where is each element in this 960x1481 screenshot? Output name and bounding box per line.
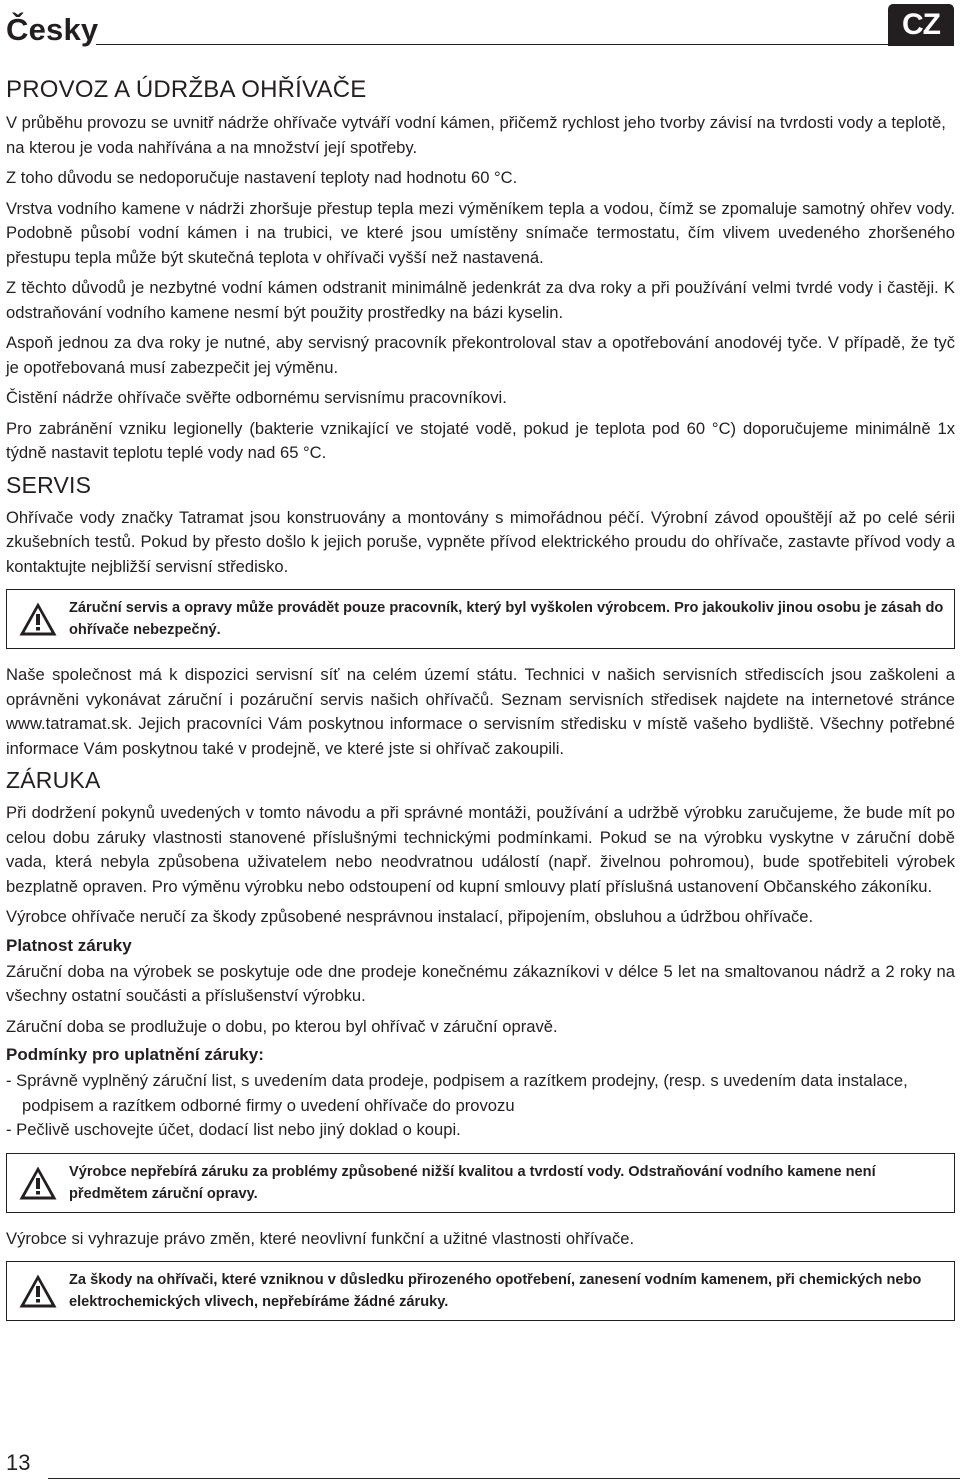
header-rule	[96, 44, 888, 45]
section-title-servis: SERVIS	[6, 471, 92, 498]
conditions-list	[6, 1069, 955, 1143]
document-body	[6, 72, 955, 1335]
language-badge: CZ	[888, 4, 954, 46]
page-header	[0, 0, 960, 56]
paragraph: Naše společnost má k dispozici servisní síť na celém území státu. Technici v našich servisních střediscích jsou zaškoleni a oprávněni vykonávat záruční i pozáruční servis našich ohřívačů. Seznam servisních středisek najdete na internetové stránce www.tatramat.sk. Jejich pracovníci Vám poskytnou informace o servisním středisku v místě vašeho bydliště. Všechny potřebné informace Vám poskytnou také v prodejně, ve které jste si ohřívač zakoupili.	[6, 665, 955, 758]
paragraph: Záruční doba se prodlužuje o dobu, po kterou byl ohřívač v záruční opravě.	[6, 1016, 558, 1036]
warning-box	[6, 1261, 955, 1321]
warning-triangle-icon	[7, 601, 69, 637]
paragraph: Z toho důvodu se nedoporučuje nastavení teploty nad hodnotu 60 °C.	[6, 168, 518, 187]
paragraph: Vrstva vodního kamene v nádrži zhoršuje přestup tepla mezi výměníkem tepla a vodou, čímž se zpomaluje samotný ohřev vody. Podobně působí vodní kámen i na trubici, ve které jsou umístěny snímače termostatu, čím vlivem uvedeného zhoršeného přestupu tepla může být skutečná teplota v ohřívači vyšší než nastavená.	[6, 198, 955, 267]
warning-text: Za škody na ohřívači, které vzniknou v důsledku přirozeného opotřebení, zanesení vodním kamenem, při chemických nebo elektrochemických vlivech, nepřebíráme žádné záruky.	[69, 1272, 922, 1310]
paragraph: Výrobce si vyhrazuje právo změn, které neovlivní funkční a užitné vlastnosti ohřívače.	[6, 1228, 635, 1248]
warning-triangle-icon	[7, 1273, 69, 1309]
subsection-title-platnost: Platnost záruky	[6, 935, 132, 955]
subsection-title-podminky: Podmínky pro uplatnění záruky:	[6, 1045, 264, 1064]
paragraph: Ohřívače vody značky Tatramat jsou konstruovány a montovány s mimořádnou péčí. Výrobní závod opouštějí až po celé sérii zkušebních testů. Pokud by přesto došlo k jejich poruše, vypněte přívod elektrického proudu do ohřívače, zastavte přívod vody a kontaktujte nejbližší servisní středisko.	[6, 507, 955, 576]
paragraph: V průběhu provozu se uvnitř nádrže ohřívače vytváří vodní kámen, přičemž rychlost jeho tvorby závisí na tvrdosti vody a teplotě, na kterou je voda nahřívána a na množství její spotřeby.	[6, 113, 946, 157]
language-title: Česky	[6, 12, 99, 47]
warning-triangle-icon	[7, 1165, 69, 1201]
warning-text: Výrobce nepřebírá záruku za problémy způsobené nižší kvalitou a tvrdostí vody. Odstraňování vodního kamene není předmětem záruční opravy.	[69, 1163, 876, 1202]
section-title-zaruka: ZÁRUKA	[6, 767, 101, 793]
list-item: - Pečlivě uschovejte účet, dodací list nebo jiný doklad o koupi.	[6, 1120, 461, 1139]
page-number: 13	[6, 1450, 31, 1475]
paragraph: Výrobce ohřívače neručí za škody způsobené nesprávnou instalací, připojením, obsluhou a údržbou ohřívače.	[6, 907, 814, 926]
warning-box	[6, 589, 955, 649]
section-title-provoz: PROVOZ A ÚDRŽBA OHŘÍVAČE	[6, 76, 367, 103]
warning-text: Záruční servis a opravy může provádět pouze pracovník, který byl vyškolen výrobcem. Pro jakoukoliv jinou osobu je zásah do ohřívače nebezpečný.	[69, 600, 944, 638]
list-item: - Správně vyplněný záruční list, s uvedením data prodeje, podpisem a razítkem prodejny, (resp. s uvedením data instalace, podpisem a razítkem odborné firmy o uvedení ohřívače do provozu	[6, 1071, 908, 1115]
paragraph: Z těchto důvodů je nezbytné vodní kámen odstranit minimálně jedenkrát za dva roky a při používání velmi tvrdé vody i častěji. K odstraňování vodního kamene nesmí být použity prostředky na bázi kyselin.	[6, 278, 955, 322]
paragraph: Záruční doba na výrobek se poskytuje ode dne prodeje konečnému zákazníkovi v délce 5 let na smaltovanou nádrž a 2 roky na všechny ostatní součásti a příslušenství výrobku.	[6, 961, 955, 1005]
paragraph: Aspoň jednou za dva roky je nutné, aby servisný pracovník překontroloval stav a opotřebování anodovéj tyče. V případě, že tyč je opotřebovaná musí zabezpečit jej výměnu.	[6, 333, 955, 377]
paragraph: Pro zabránění vzniku legionelly (bakterie vznikající ve stojaté vodě, pokud je teplota pod 60 °C) doporučujeme minimálně 1x týdně nastavit teplotu teplé vody nad 65 °C.	[6, 418, 955, 462]
footer-rule	[48, 1478, 960, 1479]
paragraph: Při dodržení pokynů uvedených v tomto návodu a při správné montáži, používání a udržbě výrobku zaručujeme, že bude mít po celou dobu záruky vlastnosti stanovené příslušnými technickými podmínkami. Pokud se na výrobku vyskytne v záruční době vada, která nebyla způsobena uživatelem nebo neodvratnou událostí (např. živelnou pohromou), bude spotřebiteli výrobek bezplatně opraven. Pro výměnu výrobku nebo odstoupení od kupní smlouvy platí příslušná ustanovení Občanského zákoníku.	[6, 803, 955, 896]
paragraph: Čistění nádrže ohřívače svěřte odbornému servisnímu pracovníkovi.	[6, 388, 507, 407]
warning-box	[6, 1153, 955, 1213]
